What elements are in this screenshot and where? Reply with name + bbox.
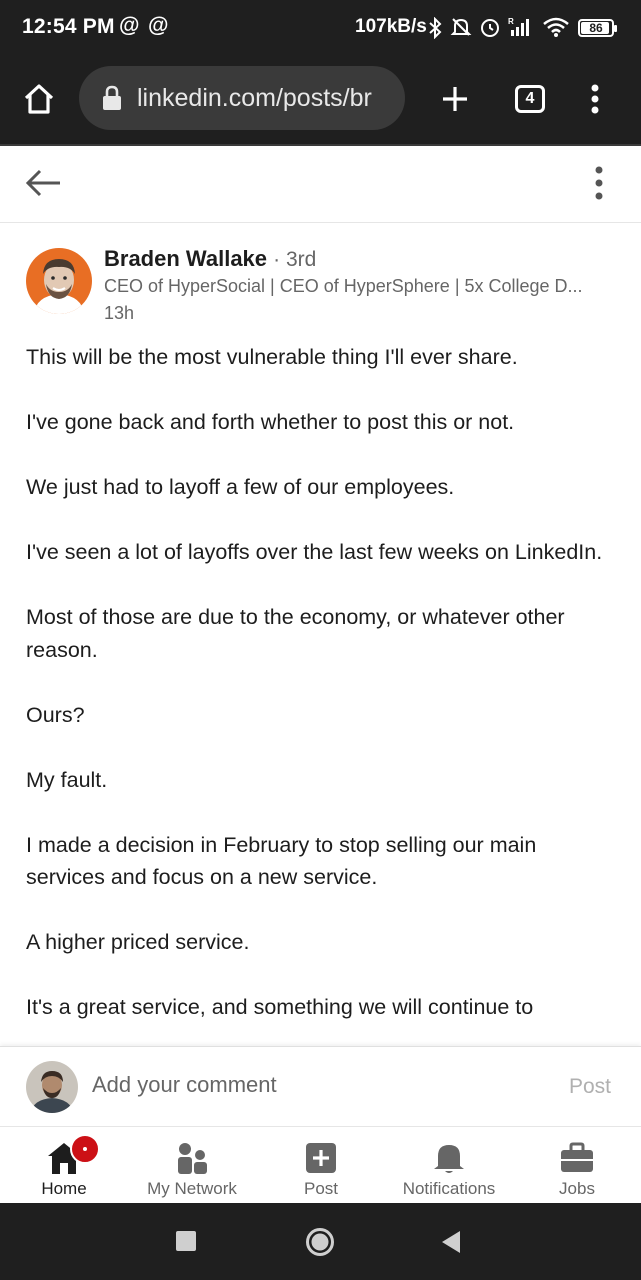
post-paragraph: Ours? xyxy=(26,702,85,727)
back-button[interactable] xyxy=(24,168,66,200)
author-avatar[interactable] xyxy=(26,248,92,314)
status-bar xyxy=(0,0,641,56)
tab-count: 4 xyxy=(515,85,545,113)
post-paragraph: We just had to layoff a few of our employees. xyxy=(26,475,455,499)
nav-home[interactable] xyxy=(24,1127,104,1204)
home-icon xyxy=(22,82,56,116)
home-button[interactable] xyxy=(18,78,60,120)
post-timestamp: 13h xyxy=(104,303,135,323)
nav-label: Jobs xyxy=(559,1179,595,1198)
nav-label: Home xyxy=(41,1179,87,1198)
network-nav-icon-wrap xyxy=(175,1140,209,1176)
connection-degree: · 3rd xyxy=(273,248,317,271)
system-home-button[interactable] xyxy=(305,1227,335,1257)
post-paragraph: A higher priced service. xyxy=(26,930,250,954)
wifi-icon xyxy=(542,16,570,38)
post-card xyxy=(0,224,641,1046)
recents-button[interactable] xyxy=(175,1230,197,1252)
briefcase-icon xyxy=(559,1142,595,1174)
svg-text:R: R xyxy=(508,17,514,26)
post-options-button[interactable] xyxy=(594,166,610,202)
notification-badge xyxy=(70,1134,100,1164)
at-notification-icon: @ xyxy=(119,14,140,37)
post-paragraph: It's a great service, and something we will continue to xyxy=(26,995,534,1019)
author-headline: CEO of HyperSocial | CEO of HyperSphere | 5x College D... xyxy=(104,276,583,296)
circle-icon xyxy=(305,1227,335,1257)
mute-bell-icon xyxy=(450,16,472,38)
at-notification-icon: @ xyxy=(148,14,169,37)
author-photo xyxy=(26,248,92,314)
battery-icon xyxy=(578,19,614,37)
nav-post[interactable] xyxy=(281,1127,361,1204)
bell-icon xyxy=(432,1141,466,1175)
people-icon xyxy=(175,1141,209,1175)
status-time: 12:54 PM xyxy=(22,15,115,38)
triangle-back-icon xyxy=(440,1229,464,1255)
battery-level: 86 xyxy=(589,21,603,35)
more-vertical-icon xyxy=(591,84,599,114)
author-name[interactable] xyxy=(104,246,316,272)
post-paragraph: My fault. xyxy=(26,767,108,792)
nav-my-network[interactable] xyxy=(136,1127,248,1204)
user-photo xyxy=(26,1061,78,1113)
new-tab-button[interactable] xyxy=(436,80,474,118)
lock-icon xyxy=(101,85,123,111)
jobs-nav-icon-wrap xyxy=(559,1140,595,1176)
url-bar[interactable] xyxy=(79,66,405,130)
system-navigation-bar xyxy=(0,1203,641,1280)
add-post-icon xyxy=(305,1142,337,1174)
system-back-button[interactable] xyxy=(440,1229,464,1255)
nav-label: Notifications xyxy=(402,1179,496,1198)
nav-jobs[interactable] xyxy=(537,1127,617,1204)
plus-icon xyxy=(440,84,470,114)
comment-composer xyxy=(0,1046,641,1126)
home-nav-icon-wrap xyxy=(46,1140,82,1176)
post-paragraph: Most of those are due to the economy, or whatever other reason. xyxy=(26,605,565,662)
post-header-bar xyxy=(0,146,641,223)
network-speed: 107kB/s xyxy=(355,16,427,37)
nav-label: My Network xyxy=(147,1179,237,1198)
post-body xyxy=(26,341,616,1046)
nav-notifications[interactable] xyxy=(389,1127,509,1204)
badge-dot xyxy=(83,1147,87,1151)
arrow-left-icon xyxy=(24,168,64,198)
tab-switcher-button[interactable] xyxy=(511,80,549,118)
url-text: linkedin.com/posts/br xyxy=(137,83,372,112)
signal-icon xyxy=(507,16,535,38)
post-paragraph: I've gone back and forth whether to post this or not. xyxy=(26,410,515,434)
user-avatar xyxy=(26,1061,78,1113)
browser-menu-button[interactable] xyxy=(580,80,610,118)
comment-input[interactable]: Add your comment xyxy=(92,1072,277,1097)
square-icon xyxy=(175,1230,197,1252)
more-vertical-icon xyxy=(594,166,604,200)
post-paragraph: I made a decision in February to stop selling our main services and focus on a new service. xyxy=(26,832,537,889)
notifications-nav-icon-wrap xyxy=(432,1140,466,1176)
alarm-icon xyxy=(479,16,501,38)
author-name-text: Braden Wallake xyxy=(104,246,268,271)
browser-toolbar xyxy=(0,56,641,144)
bluetooth-icon xyxy=(428,17,442,39)
post-paragraph: This will be the most vulnerable thing I'll ever share. xyxy=(26,345,518,369)
post-nav-icon-wrap xyxy=(305,1140,337,1176)
post-paragraph: I've seen a lot of layoffs over the last few weeks on LinkedIn. xyxy=(26,540,603,564)
nav-label: Post xyxy=(303,1179,339,1198)
bottom-navigation xyxy=(0,1126,641,1203)
post-comment-button[interactable]: Post xyxy=(569,1075,612,1098)
